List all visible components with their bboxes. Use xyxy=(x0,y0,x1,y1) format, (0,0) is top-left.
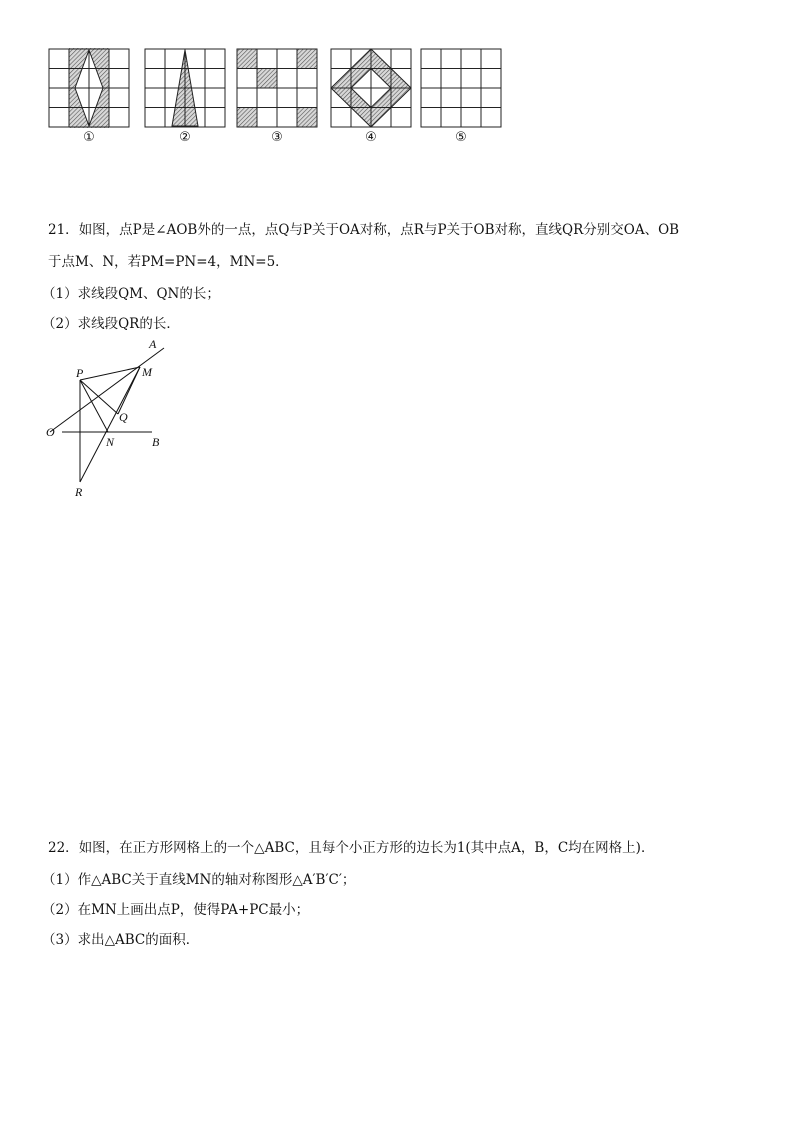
grid-figures-row xyxy=(48,48,508,152)
q22-subquestion-1: （1）作△ABC关于直线MN的轴对称图形△A′B′C′； xyxy=(42,872,356,888)
grid-figure-4-label: ④ xyxy=(365,130,377,145)
q21-stem-line2: 于点M、N，若PM=PN=4，MN=5． xyxy=(48,254,289,270)
q22-number: 22． xyxy=(48,840,79,856)
q22-line1 xyxy=(48,838,654,858)
grid-figure-4 xyxy=(330,48,412,128)
line-QR xyxy=(80,367,140,482)
label-N: N xyxy=(106,435,115,449)
grid-figure-2-label: ② xyxy=(179,130,191,145)
segment-PQ xyxy=(80,380,118,414)
label-B: B xyxy=(152,435,160,449)
q21-number: 21． xyxy=(48,222,79,238)
q22-stem-line1: 如图，在正方形网格上的一个△ABC，且每个小正方形的边长为1(其中点A，B，C均在网格上)． xyxy=(78,840,655,856)
label-M: M xyxy=(142,365,152,379)
q21-subquestion-2: （2）求线段QR的长． xyxy=(42,316,180,332)
label-Q: Q xyxy=(119,410,128,424)
segment-PN xyxy=(80,380,108,432)
label-O: O xyxy=(46,425,55,439)
q22-subquestion-2: （2）在MN上画出点P，使得PA+PC最小； xyxy=(42,902,310,918)
ray-OA xyxy=(50,348,164,432)
segment-PM xyxy=(80,367,140,380)
grid-figure-5 xyxy=(420,48,502,128)
grid-figure-1 xyxy=(48,48,130,128)
q22-subquestion-3: （3）求出△ABC的面积． xyxy=(42,932,200,948)
q21-subquestion-1: （1）求线段QM、QN的长； xyxy=(42,286,220,302)
question-21 xyxy=(42,220,760,340)
grid-figure-1-label: ① xyxy=(83,130,95,145)
grid-figure-3 xyxy=(236,48,318,128)
grid-figure-5-label: ⑤ xyxy=(455,130,467,145)
q21-stem-line1: 如图，点P是∠AOB外的一点，点Q与P关于OA对称，点R与P关于OB对称，直线QR分别交OA、OB xyxy=(78,222,680,238)
question-22 xyxy=(42,838,760,958)
q21-geometry-figure xyxy=(40,336,180,510)
label-P: P xyxy=(76,366,84,380)
grid-figure-2 xyxy=(144,48,226,128)
grid-figure-3-label: ③ xyxy=(271,130,283,145)
q21-line1 xyxy=(48,220,679,240)
label-R: R xyxy=(75,485,83,499)
label-A: A xyxy=(149,337,157,351)
